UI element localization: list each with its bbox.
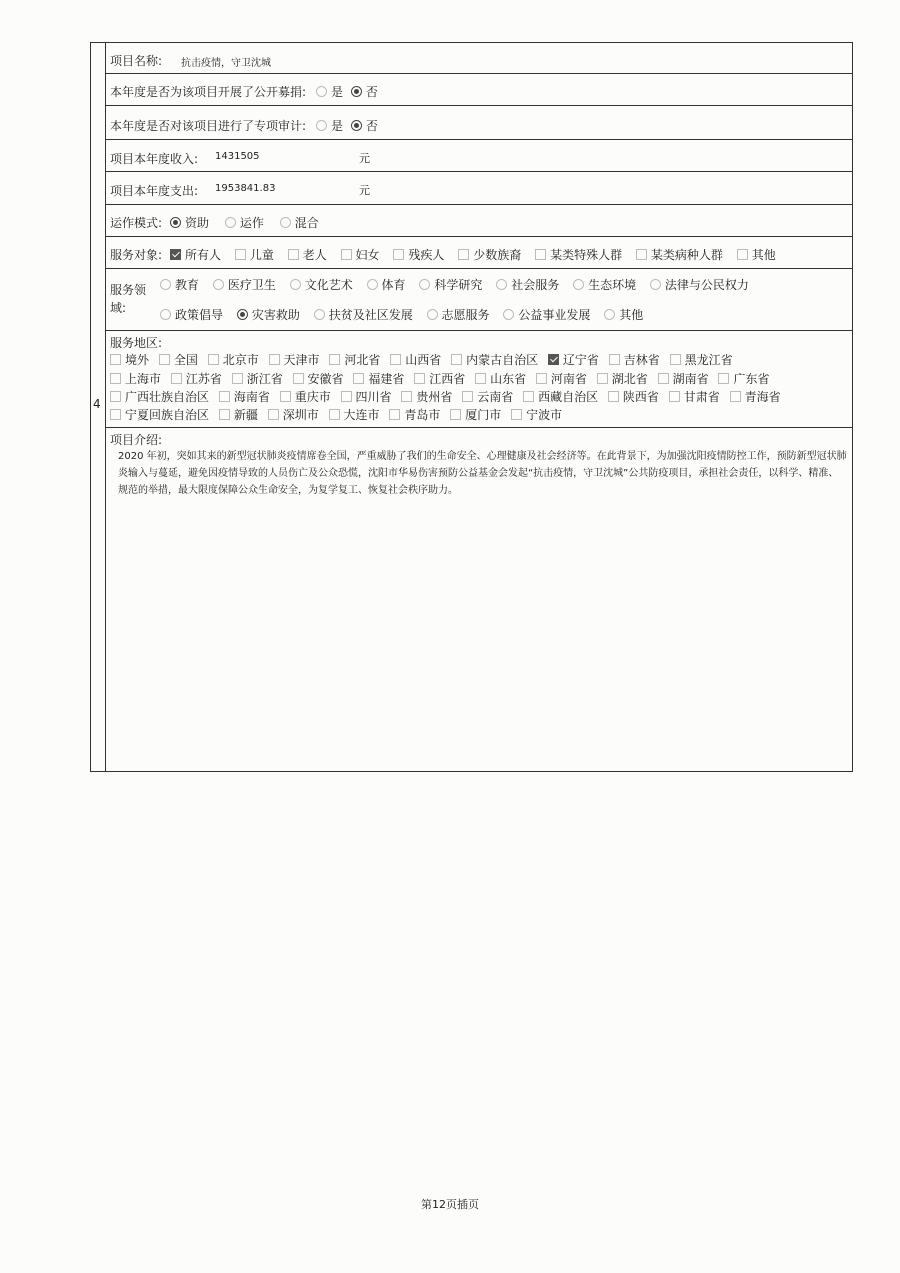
checkbox-icon xyxy=(171,373,182,384)
checkbox-icon xyxy=(341,391,352,402)
checkbox-icon xyxy=(475,373,486,384)
operation-mode-operating[interactable]: 运作 xyxy=(225,214,264,231)
special-audit-options xyxy=(316,117,382,134)
checkbox-icon xyxy=(608,391,619,402)
checkbox-icon xyxy=(636,249,647,260)
region-shaanxi[interactable]: 陕西省 xyxy=(608,388,659,405)
target-disease-groups[interactable]: 某类病种人群 xyxy=(636,246,723,263)
special-audit-yes[interactable]: 是 xyxy=(316,117,343,134)
checkbox-icon xyxy=(269,354,280,365)
expense-row xyxy=(106,172,852,205)
radio-icon xyxy=(650,279,661,290)
target-special-groups[interactable]: 某类特殊人群 xyxy=(535,246,622,263)
checkbox-icon xyxy=(597,373,608,384)
region-hainan[interactable]: 海南省 xyxy=(219,388,270,405)
region-gansu[interactable]: 甘肃省 xyxy=(669,388,720,405)
radio-icon xyxy=(503,309,514,320)
radio-icon xyxy=(316,120,327,131)
region-guangxi[interactable]: 广西壮族自治区 xyxy=(110,388,209,405)
checkbox-icon xyxy=(208,354,219,365)
checkbox-icon xyxy=(232,373,243,384)
checkbox-icon xyxy=(609,354,620,365)
region-line-2 xyxy=(110,370,775,387)
field-other[interactable]: 其他 xyxy=(604,306,643,323)
region-henan[interactable]: 河南省 xyxy=(536,370,587,387)
income-value: 1431505 xyxy=(215,151,260,162)
radio-icon xyxy=(290,279,301,290)
checkbox-icon xyxy=(293,373,304,384)
region-inner-mongolia[interactable]: 内蒙古自治区 xyxy=(451,351,538,368)
introduction-label: 项目介绍: xyxy=(110,433,163,447)
checkbox-icon xyxy=(393,249,404,260)
region-yunnan[interactable]: 云南省 xyxy=(462,388,513,405)
introduction-text: 2020 年初，突如其来的新型冠状肺炎疫情席卷全国，严重威胁了我们的生命安全、心理健康及社会经济等。在此背景下，为加强沈阳疫情防控工作，预防新型冠状肺炎输入与蔓延，避免因疫情导致的人员伤亡及公众恐慌，沈阳市华易伤害预防公益基金会发起“抗击疫情，守卫沈城”公共防疫项目，承担社会责任，以科学、精准、规范的举措，最大限度保障公众生命安全，为复学复工、恢复社会秩序助力。 xyxy=(118,451,847,496)
service-region-label: 服务地区: xyxy=(110,336,163,350)
operation-mode-options xyxy=(170,214,323,231)
target-disabled[interactable]: 残疾人 xyxy=(393,246,444,263)
region-heilongjiang[interactable]: 黑龙江省 xyxy=(670,351,733,368)
field-education[interactable]: 教育 xyxy=(160,276,199,293)
target-everyone[interactable]: 所有人 xyxy=(170,246,221,263)
checkbox-icon xyxy=(110,354,121,365)
public-fundraising-row xyxy=(106,74,852,106)
checkbox-icon xyxy=(718,373,729,384)
field-research[interactable]: 科学研究 xyxy=(419,276,482,293)
region-xinjiang[interactable]: 新疆 xyxy=(219,406,258,423)
checkbox-icon xyxy=(110,373,121,384)
service-field-options-row2 xyxy=(160,306,647,323)
region-ningxia[interactable]: 宁夏回族自治区 xyxy=(110,406,209,423)
row-number: 4 xyxy=(93,397,101,411)
project-name-value: 抗击疫情，守卫沈城 xyxy=(181,58,271,69)
region-jilin[interactable]: 吉林省 xyxy=(609,351,660,368)
radio-icon xyxy=(427,309,438,320)
region-ningbo[interactable]: 宁波市 xyxy=(511,406,562,423)
region-tianjin[interactable]: 天津市 xyxy=(269,351,320,368)
region-hunan[interactable]: 湖南省 xyxy=(658,370,709,387)
region-nationwide[interactable]: 全国 xyxy=(159,351,198,368)
region-line-3 xyxy=(110,388,787,405)
checkbox-icon xyxy=(462,391,473,402)
target-elderly[interactable]: 老人 xyxy=(288,246,327,263)
field-poverty-community[interactable]: 扶贫及社区发展 xyxy=(314,306,413,323)
target-women[interactable]: 妇女 xyxy=(341,246,380,263)
region-qinghai[interactable]: 青海省 xyxy=(730,388,781,405)
radio-icon xyxy=(314,309,325,320)
checkbox-icon xyxy=(280,391,291,402)
radio-icon xyxy=(280,217,291,228)
project-table xyxy=(90,42,853,772)
checkbox-icon xyxy=(523,391,534,402)
region-tibet[interactable]: 西藏自治区 xyxy=(523,388,598,405)
region-jiangsu[interactable]: 江苏省 xyxy=(171,370,222,387)
region-line-4 xyxy=(110,406,568,423)
service-field-label-line2: 域: xyxy=(110,301,127,315)
operation-mode-mixed[interactable]: 混合 xyxy=(280,214,319,231)
region-line-1 xyxy=(110,351,739,368)
region-chongqing[interactable]: 重庆市 xyxy=(280,388,331,405)
checkbox-icon xyxy=(669,391,680,402)
service-field-row xyxy=(106,269,852,331)
checkbox-checked-icon xyxy=(170,249,181,260)
radio-icon xyxy=(160,279,171,290)
radio-selected-icon xyxy=(237,309,248,320)
radio-selected-icon xyxy=(351,86,362,97)
field-healthcare[interactable]: 医疗卫生 xyxy=(213,276,276,293)
checkbox-icon xyxy=(268,409,279,420)
checkbox-icon xyxy=(235,249,246,260)
project-name-label: 项目名称: xyxy=(110,54,163,68)
region-guizhou[interactable]: 贵州省 xyxy=(401,388,452,405)
checkbox-icon xyxy=(288,249,299,260)
radio-icon xyxy=(225,217,236,228)
target-ethnic-minorities[interactable]: 少数族裔 xyxy=(458,246,521,263)
field-law-civil-rights[interactable]: 法律与公民权力 xyxy=(650,276,749,293)
expense-value: 1953841.83 xyxy=(215,183,276,194)
radio-icon xyxy=(316,86,327,97)
region-anhui[interactable]: 安徽省 xyxy=(293,370,344,387)
checkbox-icon xyxy=(390,354,401,365)
service-targets-row xyxy=(106,237,852,269)
region-dalian[interactable]: 大连市 xyxy=(329,406,380,423)
region-guangdong[interactable]: 广东省 xyxy=(718,370,769,387)
region-shandong[interactable]: 山东省 xyxy=(475,370,526,387)
field-volunteer[interactable]: 志愿服务 xyxy=(427,306,490,323)
checkbox-icon xyxy=(458,249,469,260)
operation-mode-funding[interactable]: 资助 xyxy=(170,214,209,231)
income-unit: 元 xyxy=(359,152,370,165)
checkbox-icon xyxy=(670,354,681,365)
checkbox-icon xyxy=(389,409,400,420)
region-beijing[interactable]: 北京市 xyxy=(208,351,259,368)
region-hubei[interactable]: 湖北省 xyxy=(597,370,648,387)
checkbox-icon xyxy=(219,409,230,420)
checkbox-icon xyxy=(329,409,340,420)
checkbox-icon xyxy=(450,409,461,420)
radio-icon xyxy=(213,279,224,290)
checkbox-icon xyxy=(110,391,121,402)
region-zhejiang[interactable]: 浙江省 xyxy=(232,370,283,387)
project-details xyxy=(106,43,852,771)
checkbox-icon xyxy=(536,373,547,384)
checkbox-icon xyxy=(730,391,741,402)
service-region-row xyxy=(106,331,852,428)
region-shanxi[interactable]: 山西省 xyxy=(390,351,441,368)
field-environment[interactable]: 生态环境 xyxy=(573,276,636,293)
service-field-options-row1 xyxy=(160,276,753,293)
checkbox-icon xyxy=(658,373,669,384)
region-shanghai[interactable]: 上海市 xyxy=(110,370,161,387)
income-row xyxy=(106,140,852,172)
region-overseas[interactable]: 境外 xyxy=(110,351,149,368)
region-shenzhen[interactable]: 深圳市 xyxy=(268,406,319,423)
project-name-row xyxy=(106,43,852,74)
checkbox-icon xyxy=(535,249,546,260)
radio-icon xyxy=(419,279,430,290)
field-disaster-relief[interactable]: 灾害救助 xyxy=(237,306,300,323)
checkbox-icon xyxy=(401,391,412,402)
checkbox-icon xyxy=(219,391,230,402)
expense-unit: 元 xyxy=(359,184,370,197)
radio-icon xyxy=(367,279,378,290)
row-number-column xyxy=(91,43,106,771)
page-footer: 第12页插页 xyxy=(421,1198,479,1211)
checkbox-icon xyxy=(737,249,748,260)
public-fundraising-label: 本年度是否为该项目开展了公开募捐: xyxy=(110,85,307,99)
field-sports[interactable]: 体育 xyxy=(367,276,406,293)
public-fundraising-yes[interactable]: 是 xyxy=(316,83,343,100)
special-audit-no[interactable]: 否 xyxy=(351,117,378,134)
special-audit-row xyxy=(106,106,852,140)
radio-icon xyxy=(160,309,171,320)
checkbox-icon xyxy=(159,354,170,365)
radio-selected-icon xyxy=(351,120,362,131)
radio-icon xyxy=(573,279,584,290)
special-audit-label: 本年度是否对该项目进行了专项审计: xyxy=(110,119,307,133)
service-targets-label: 服务对象: xyxy=(110,248,163,262)
region-hebei[interactable]: 河北省 xyxy=(329,351,380,368)
expense-label: 项目本年度支出: xyxy=(110,184,199,198)
radio-selected-icon xyxy=(170,217,181,228)
field-culture-arts[interactable]: 文化艺术 xyxy=(290,276,353,293)
radio-icon xyxy=(496,279,507,290)
service-field-label-line1: 服务领 xyxy=(110,283,147,297)
introduction-row xyxy=(106,428,852,771)
checkbox-icon xyxy=(353,373,364,384)
service-targets-options xyxy=(170,246,780,263)
region-jiangxi[interactable]: 江西省 xyxy=(414,370,465,387)
operation-mode-label: 运作模式: xyxy=(110,216,163,230)
public-fundraising-options xyxy=(316,83,382,100)
field-policy-advocacy[interactable]: 政策倡导 xyxy=(160,306,223,323)
public-fundraising-no[interactable]: 否 xyxy=(351,83,378,100)
region-fujian[interactable]: 福建省 xyxy=(353,370,404,387)
radio-icon xyxy=(604,309,615,320)
checkbox-checked-icon xyxy=(548,354,559,365)
operation-mode-row xyxy=(106,205,852,237)
region-sichuan[interactable]: 四川省 xyxy=(341,388,392,405)
checkbox-icon xyxy=(414,373,425,384)
target-children[interactable]: 儿童 xyxy=(235,246,274,263)
field-social-services[interactable]: 社会服务 xyxy=(496,276,559,293)
income-label: 项目本年度收入: xyxy=(110,152,199,166)
checkbox-icon xyxy=(329,354,340,365)
target-other[interactable]: 其他 xyxy=(737,246,776,263)
checkbox-icon xyxy=(110,409,121,420)
region-qingdao[interactable]: 青岛市 xyxy=(389,406,440,423)
checkbox-icon xyxy=(341,249,352,260)
region-liaoning[interactable]: 辽宁省 xyxy=(548,351,599,368)
field-public-welfare[interactable]: 公益事业发展 xyxy=(503,306,590,323)
checkbox-icon xyxy=(451,354,462,365)
region-xiamen[interactable]: 厦门市 xyxy=(450,406,501,423)
checkbox-icon xyxy=(511,409,522,420)
